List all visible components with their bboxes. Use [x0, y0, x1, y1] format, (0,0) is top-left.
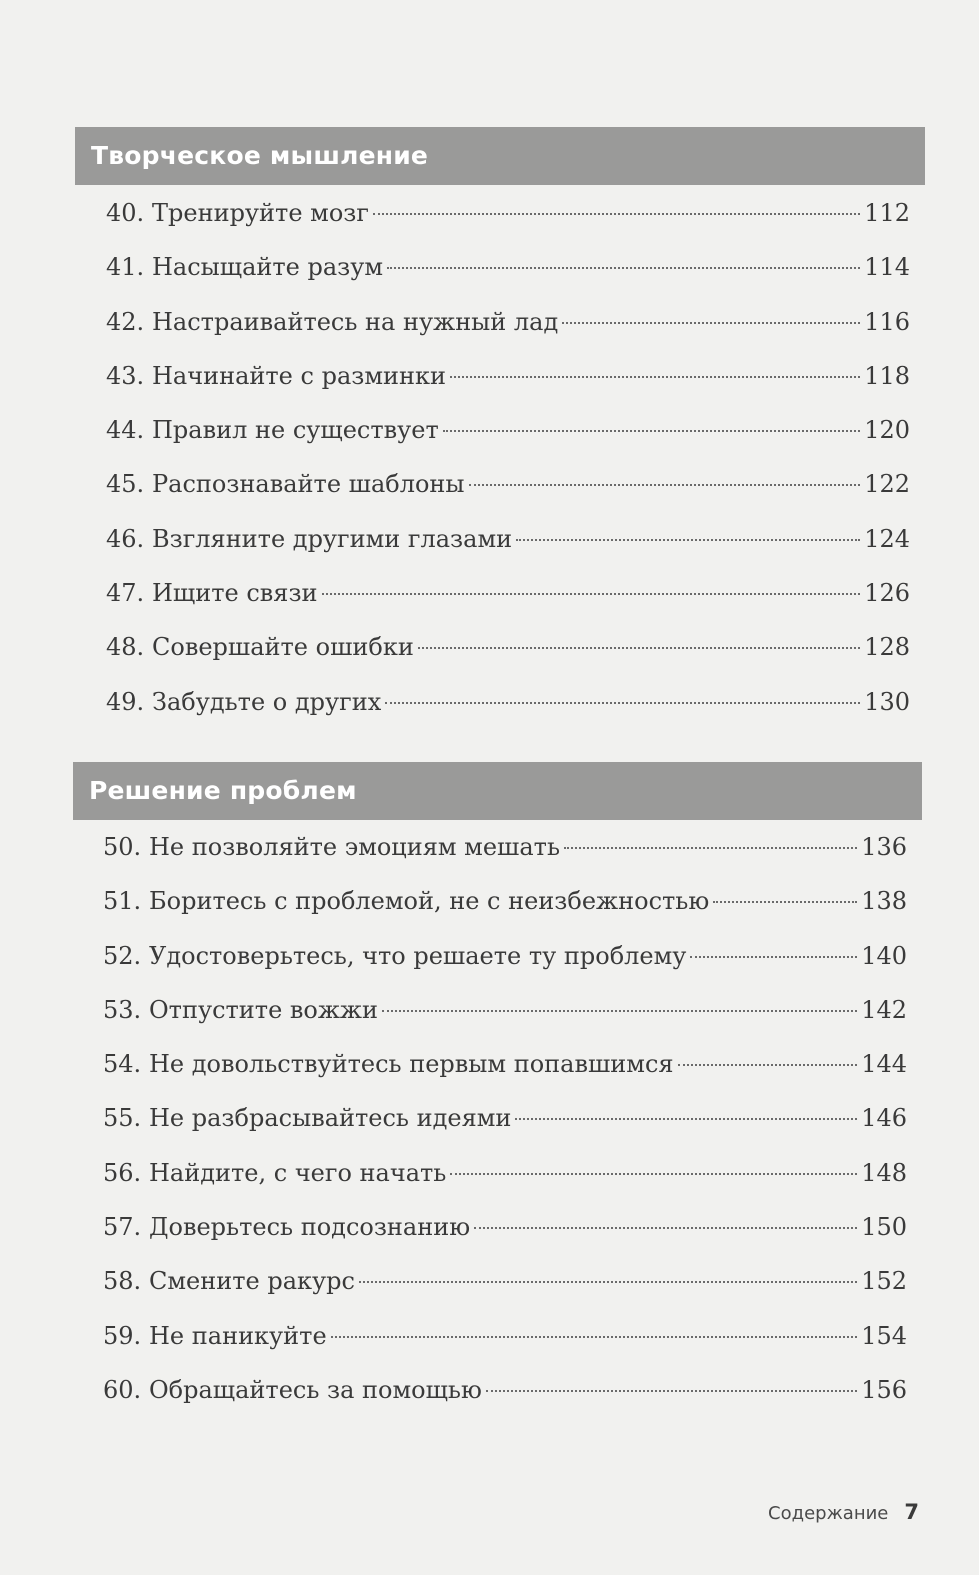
- section-header-problem-solving: Решение проблем: [73, 762, 922, 820]
- dot-leader: [331, 1336, 858, 1338]
- toc-entry: [103, 1091, 907, 1145]
- toc-entry-number: 49.: [106, 687, 145, 716]
- toc-entry-number: 52.: [103, 941, 142, 970]
- toc-entry: [103, 1037, 907, 1091]
- toc-entry-title: Удостоверьтесь, что решаете ту проблему: [149, 941, 687, 970]
- page-footer: [768, 1500, 919, 1524]
- dot-leader: [382, 1010, 857, 1012]
- page-number: 7: [904, 1500, 919, 1524]
- toc-entry-number: 57.: [103, 1213, 142, 1242]
- toc-entry-page: 154: [861, 1321, 907, 1350]
- dot-leader: [450, 376, 860, 378]
- toc-entry: [103, 1309, 907, 1363]
- toc-entry-title: Тренируйте мозг: [152, 199, 369, 227]
- toc-entry: [103, 820, 907, 874]
- toc-entry: [106, 349, 910, 403]
- section-header-creative-thinking: Творческое мышление: [75, 127, 925, 185]
- toc-entry-number: 46.: [106, 524, 145, 553]
- toc-entry-number: 48.: [106, 633, 145, 662]
- toc-entry-title: Обращайтесь за помощью: [149, 1375, 482, 1404]
- toc-entry-title: Ищите связи: [152, 579, 318, 608]
- dot-leader: [678, 1064, 858, 1066]
- toc-entry-page: 140: [861, 941, 907, 970]
- dot-leader: [359, 1281, 857, 1283]
- footer-label: Содержание: [768, 1503, 889, 1524]
- toc-entry-page: 114: [864, 253, 910, 282]
- toc-entry: [106, 675, 910, 729]
- toc-entry-number: 41.: [106, 253, 145, 282]
- toc-entry-title: Не паникуйте: [149, 1321, 327, 1350]
- dot-leader: [443, 430, 860, 432]
- toc-entry-page: 118: [864, 361, 910, 390]
- toc-entry-title: Смените ракурс: [149, 1267, 355, 1296]
- dot-leader: [486, 1390, 857, 1392]
- toc-entry-title: Найдите, с чего начать: [149, 1158, 447, 1187]
- toc-entry: [106, 403, 910, 457]
- toc-entry-title: Насыщайте разум: [152, 253, 384, 282]
- toc-entry: [103, 1254, 907, 1308]
- toc-entry: [106, 240, 910, 294]
- toc-entry-title: Не довольствуйтесь первым попавшимся: [149, 1050, 674, 1079]
- toc-list-problem-solving: [103, 820, 907, 1417]
- toc-entry-page: 128: [864, 633, 910, 662]
- toc-entry-title: Совершайте ошибки: [152, 633, 414, 662]
- toc-entry-title: Начинайте с разминки: [152, 361, 446, 390]
- dot-leader: [516, 539, 860, 541]
- toc-entry-number: 53.: [103, 995, 142, 1024]
- dot-leader: [450, 1173, 857, 1175]
- dot-leader: [713, 901, 857, 903]
- dot-leader: [385, 702, 860, 704]
- toc-entry-number: 47.: [106, 579, 145, 608]
- dot-leader: [474, 1227, 857, 1229]
- toc-entry-title: Взгляните другими глазами: [152, 524, 513, 553]
- toc-entry-title: Забудьте о других: [152, 687, 382, 716]
- toc-entry-number: 51.: [103, 887, 142, 916]
- toc-entry-title: Распознавайте шаблоны: [152, 470, 465, 499]
- toc-entry-page: 124: [864, 524, 910, 553]
- dot-leader: [562, 322, 860, 324]
- toc-entry-number: 50.: [103, 833, 142, 861]
- toc-entry-number: 43.: [106, 361, 145, 390]
- toc-entry-number: 44.: [106, 416, 145, 445]
- toc-entry-title: Правил не существует: [152, 416, 439, 445]
- dot-leader: [564, 847, 857, 849]
- dot-leader: [515, 1118, 857, 1120]
- dot-leader: [469, 484, 861, 486]
- toc-entry: [103, 1363, 907, 1417]
- toc-entry: [106, 620, 910, 674]
- toc-entry: [106, 512, 910, 566]
- toc-entry-page: 152: [861, 1267, 907, 1296]
- toc-entry: [103, 1200, 907, 1254]
- toc-entry-page: 148: [861, 1158, 907, 1187]
- toc-entry-page: 156: [861, 1375, 907, 1404]
- toc-entry: [106, 457, 910, 511]
- toc-entry-number: 55.: [103, 1104, 142, 1133]
- dot-leader: [418, 647, 860, 649]
- toc-entry: [106, 295, 910, 349]
- toc-entry: [106, 566, 910, 620]
- toc-entry-page: 130: [864, 687, 910, 716]
- toc-entry-page: 120: [864, 416, 910, 445]
- dot-leader: [387, 267, 860, 269]
- toc-entry: [106, 186, 910, 240]
- toc-entry-page: 116: [864, 307, 910, 336]
- toc-entry-number: 59.: [103, 1321, 142, 1350]
- dot-leader: [373, 213, 860, 215]
- toc-entry-page: 144: [861, 1050, 907, 1079]
- toc-entry-title: Не разбрасывайтесь идеями: [149, 1104, 512, 1133]
- toc-entry-page: 142: [861, 995, 907, 1024]
- toc-entry-title: Доверьтесь подсознанию: [149, 1213, 471, 1242]
- toc-entry-number: 40.: [106, 199, 145, 227]
- toc-entry-page: 146: [861, 1104, 907, 1133]
- toc-list-creative-thinking: [106, 186, 910, 729]
- toc-entry-title: Не позволяйте эмоциям мешать: [149, 833, 561, 861]
- toc-entry: [103, 983, 907, 1037]
- toc-entry-number: 56.: [103, 1158, 142, 1187]
- toc-entry-title: Боритесь с проблемой, не с неизбежностью: [149, 887, 710, 916]
- toc-entry: [103, 929, 907, 983]
- toc-entry: [103, 874, 907, 928]
- toc-entry-number: 45.: [106, 470, 145, 499]
- toc-entry-title: Отпустите вожжи: [149, 995, 379, 1024]
- toc-entry-page: 122: [864, 470, 910, 499]
- dot-leader: [690, 956, 857, 958]
- toc-entry-number: 42.: [106, 307, 145, 336]
- toc-entry-number: 60.: [103, 1375, 142, 1404]
- toc-entry-title: Настраивайтесь на нужный лад: [152, 307, 559, 336]
- toc-entry: [103, 1146, 907, 1200]
- dot-leader: [322, 593, 861, 595]
- toc-entry-page: 112: [864, 199, 910, 227]
- toc-entry-page: 150: [861, 1213, 907, 1242]
- toc-entry-page: 138: [861, 887, 907, 916]
- toc-entry-page: 136: [861, 833, 907, 861]
- toc-entry-number: 58.: [103, 1267, 142, 1296]
- toc-entry-number: 54.: [103, 1050, 142, 1079]
- toc-entry-page: 126: [864, 579, 910, 608]
